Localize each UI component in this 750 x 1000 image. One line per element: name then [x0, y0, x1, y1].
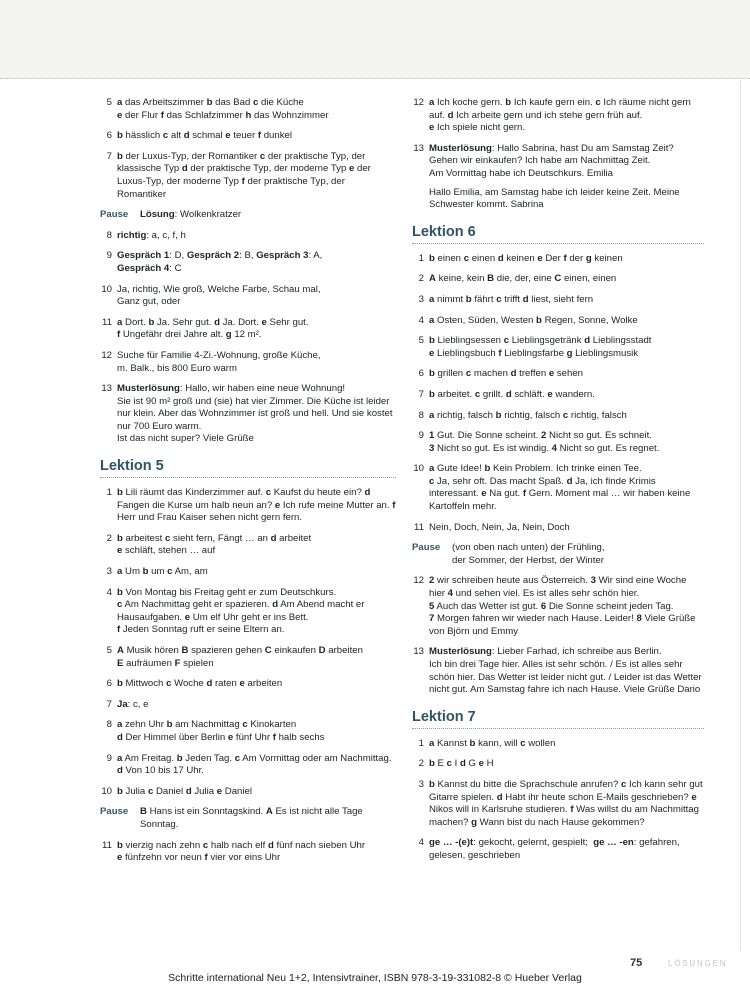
answer-text: Musterlösung: Hallo Sabrina, hast Du am Samstag Zeit? Gehen wir einkaufen? Ich habe am Nachmittag Zeit. Am Vormittag habe ich Deutschkurs. Emilia Hallo Emilia, am Samstag habe ich leider keine Zeit. Meine Schwester kommt. Sabrina	[429, 142, 680, 211]
answer-text: b grillen c machen d treffen e sehen	[429, 368, 584, 380]
answer-item	[412, 758, 704, 771]
item-number: 13	[413, 646, 424, 658]
answer-text: b hässlich c alt d schmal e teuer f dunkel	[117, 130, 292, 142]
item-number: 11	[102, 316, 112, 328]
answer-item	[412, 143, 704, 212]
answer-text: a richtig, falsch b richtig, falsch c richtig, falsch	[429, 409, 627, 421]
answer-text: a Dort. b Ja. Sehr gut. d Ja. Dort. e Sehr gut. f Ungefähr drei Jahre alt. g 12 m².	[117, 316, 309, 341]
answer-item	[412, 779, 704, 829]
answer-item	[100, 151, 396, 201]
item-number: 4	[418, 837, 424, 849]
answer-item	[412, 463, 704, 513]
answer-text: b einen c einen d keinen e Der f der g keinen	[429, 252, 623, 264]
answer-text: b Von Montag bis Freitag geht er zum Deutschkurs. c Am Nachmittag geht er spazieren. d Am Abend macht er Hausaufgaben. e Um elf Uhr geht er ins Bett. f Jeden Sonntag ruft er seine Eltern an.	[117, 586, 365, 636]
answer-text: a Osten, Süden, Westen b Regen, Sonne, Wolke	[429, 314, 638, 326]
answer-item	[100, 97, 396, 122]
item-number: 11	[414, 521, 424, 533]
answer-text: Gespräch 1: D, Gespräch 2: B, Gespräch 3: A, Gespräch 4: C	[117, 250, 323, 274]
item-number: 4	[106, 586, 112, 598]
item-number: 10	[101, 785, 112, 797]
answer-item	[412, 738, 704, 751]
answer-text: b E c I d G e H	[429, 758, 494, 770]
answer-text: a Um b um c Am, am	[117, 566, 208, 578]
answer-item	[412, 430, 704, 455]
item-number: 9	[106, 250, 112, 262]
item-number: 10	[101, 283, 112, 295]
answer-item	[412, 315, 704, 328]
item-number: 13	[101, 383, 112, 395]
answer-text: a Kannst b kann, will c wollen	[429, 737, 556, 749]
section-label: LÖSUNGEN	[668, 959, 728, 968]
answer-item	[412, 575, 704, 638]
answer-text: b arbeitest c sieht fern, Fängt … an d arbeitet e schläft, stehen … auf	[117, 532, 312, 557]
lektion-heading: Lektion 7	[412, 709, 704, 729]
item-number: 13	[413, 142, 424, 154]
item-number: 5	[106, 645, 112, 656]
item-number: 2	[418, 758, 424, 770]
pause-item	[100, 806, 396, 831]
pause-label: Pause	[100, 806, 129, 818]
pause-label: Pause	[412, 542, 441, 554]
answer-text: 2 wir schreiben heute aus Österreich. 3 Wir sind eine Woche hier 4 und sehen viel. Es ist alles sehr schön hier. 5 Auch das Wetter ist gut. 6 Die Sonne scheint jeden Tag. 7 Morgen fahren wir wieder nach Hause. Leider! 8 Viele Grüße von Björn und Emmy	[429, 575, 696, 637]
item-number: 3	[418, 778, 424, 790]
answer-item	[100, 487, 396, 525]
answer-text: a Ich koche gern. b Ich kaufe gern ein. c Ich räume nicht gern auf. d Ich arbeite gern und ich stehe gern früh auf. e Ich spiele nicht gern.	[429, 97, 691, 134]
answer-item	[412, 294, 704, 307]
item-number: 1	[418, 737, 424, 749]
answer-text: Suche für Familie 4-Zi.-Wohnung, große Küche, m. Balk., bis 800 Euro warm	[117, 349, 321, 374]
answer-item	[412, 410, 704, 423]
answer-item	[100, 786, 396, 799]
answer-item	[412, 646, 704, 696]
answer-text: Ja: c, e	[117, 698, 149, 710]
item-number: 3	[106, 566, 112, 578]
item-number: 6	[106, 678, 112, 690]
answer-item	[100, 284, 396, 309]
answer-text: b der Luxus-Typ, der Romantiker c der praktische Typ, der klassische Typ d der praktische Typ, der moderne Typ e der Luxus-Typ, der moderne Typ f der praktische Typ, der Romantiker	[117, 150, 371, 200]
answer-text: ge … -(e)t: gekocht, gelernt, gespielt; ge … -en: gefahren, gelesen, geschrieben	[429, 837, 680, 861]
answer-item	[100, 350, 396, 375]
answer-item	[100, 230, 396, 243]
answer-text: B Hans ist ein Sonntagskind. A Es ist nicht alle Tage Sonntag.	[140, 806, 363, 830]
item-number: 7	[106, 150, 112, 162]
answer-text: a das Arbeitszimmer b das Bad c die Küche e der Flur f das Schlafzimmer h das Wohnzimmer	[117, 97, 329, 121]
item-number: 9	[106, 752, 112, 764]
answer-item	[100, 645, 396, 670]
item-number: 7	[418, 388, 424, 400]
answer-item	[100, 840, 396, 865]
answer-text: a nimmt b fährt c trifft d liest, sieht fern	[429, 293, 594, 305]
answer-text: b arbeitet. c grillt. d schläft. e wandern.	[429, 388, 595, 400]
answer-item	[100, 566, 396, 579]
item-number: 8	[106, 719, 112, 731]
item-number: 2	[418, 273, 424, 285]
page-header-band	[0, 0, 750, 79]
pause-item	[412, 542, 704, 567]
answer-item	[100, 250, 396, 275]
answer-item	[412, 273, 704, 286]
answer-item	[412, 368, 704, 381]
item-number: 3	[418, 293, 424, 305]
lektion-heading: Lektion 6	[412, 224, 704, 244]
solutions-column-right	[412, 97, 704, 871]
item-number: 1	[418, 252, 424, 264]
answer-text: b Kannst du bitte die Sprachschule anrufen? c Ich kann sehr gut Gitarre spielen. d Habt ihr heute schon E-Mails geschrieben? e Nikos will in Karlsruhe studieren. f Was willst du am Nachmittag machen? g Wann bist du nach Hause gekommen?	[429, 778, 703, 828]
answer-text: b Julia c Daniel d Julia e Daniel	[117, 785, 252, 797]
item-number: 2	[106, 532, 112, 544]
item-number: 4	[418, 314, 424, 326]
answer-item	[412, 335, 704, 360]
answer-item	[412, 253, 704, 266]
answer-text: richtig: a, c, f, h	[117, 229, 186, 241]
answer-text: Ja, richtig, Wie groß, Welche Farbe, Schau mal, Ganz gut, oder	[117, 283, 321, 308]
item-number: 6	[106, 130, 112, 142]
answer-text: (von oben nach unten) der Frühling, der Sommer, der Herbst, der Winter	[452, 542, 605, 566]
lektion-heading: Lektion 5	[100, 458, 396, 478]
answer-text: Lösung: Wolkenkratzer	[140, 209, 242, 221]
answer-item	[100, 587, 396, 637]
answer-item	[100, 699, 396, 712]
item-number: 8	[106, 229, 112, 241]
answer-item	[100, 753, 396, 778]
answer-text: b Lieblingsessen c Lieblingsgetränk d Lieblingsstadt e Lieblingsbuch f Lieblingsfarbe g Lieblingsmusik	[429, 335, 652, 359]
page-footer: Schritte international Neu 1+2, Intensivtrainer, ISBN 978-3-19-331082-8 © Hueber Verlag	[168, 972, 582, 984]
answer-text: a Gute Idee! b Kein Problem. Ich trinke einen Tee. c Ja, sehr oft. Das macht Spaß. d Ja, ich finde Krimis interessant. e Na gut. f Gern. Moment mal … wir haben keine Kartoffeln mehr.	[429, 463, 691, 513]
page-number: 75	[630, 957, 643, 969]
answer-item	[412, 389, 704, 402]
item-number: 6	[418, 368, 424, 380]
answer-item	[412, 837, 704, 862]
answer-text: a Am Freitag. b Jeden Tag. c Am Vormittag oder am Nachmittag. d Von 10 bis 17 Uhr.	[117, 752, 392, 777]
item-number: 11	[102, 839, 112, 851]
item-number: 12	[413, 575, 424, 587]
answer-text: b Mittwoch c Woche d raten e arbeiten	[117, 678, 283, 690]
answer-text: b vierzig nach zehn c halb nach elf d fünf nach sieben Uhr e fünfzehn vor neun f vier vor eins Uhr	[117, 839, 366, 864]
answer-item	[412, 97, 704, 135]
answer-text: b Lili räumt das Kinderzimmer auf. c Kaufst du heute ein? d Fangen die Kurse um halb neun an? e Ich rufe meine Mutter an. f Herr und Frau Kaiser sehen nicht gern fern.	[117, 487, 396, 524]
item-number: 9	[418, 430, 424, 442]
answer-item	[100, 719, 396, 744]
pause-item	[100, 209, 396, 222]
answer-item	[100, 317, 396, 342]
item-number: 7	[106, 698, 112, 710]
answer-text: a zehn Uhr b am Nachmittag c Kinokarten d Der Himmel über Berlin e fünf Uhr f halb sechs	[117, 719, 325, 743]
item-number: 1	[106, 487, 112, 499]
item-number: 8	[418, 409, 424, 421]
solutions-column-left	[100, 97, 396, 873]
answer-text: A keine, kein B die, der, eine C einen, einen	[429, 273, 617, 285]
pause-label: Pause	[100, 209, 129, 221]
item-number: 10	[413, 463, 424, 475]
item-number: 5	[418, 335, 424, 347]
answer-item	[412, 522, 704, 535]
answer-text: 1 Gut. Die Sonne scheint. 2 Nicht so gut. Es schneit. 3 Nicht so gut. Es ist windig. 4 Nicht so gut. Es regnet.	[429, 430, 660, 454]
answer-text: A Musik hören B spazieren gehen C einkaufen D arbeiten E aufräumen F spielen	[117, 645, 363, 669]
item-number: 5	[106, 97, 112, 108]
answer-text: Nein, Doch, Nein, Ja, Nein, Doch	[429, 521, 570, 533]
answer-item	[100, 533, 396, 558]
answer-item	[100, 678, 396, 691]
item-number: 12	[413, 97, 424, 108]
item-number: 12	[101, 349, 112, 361]
margin-rule	[740, 80, 741, 950]
answer-item	[100, 383, 396, 446]
answer-text: Musterlösung: Hallo, wir haben eine neue Wohnung! Sie ist 90 m² groß und (sie) hat vier Zimmer. Die Küche ist leider nur klein. Aber das Wohnzimmer ist groß und hell. Und sie kostet nur 700 Euro warm. Ist das nicht super? Viele Grüße	[117, 383, 393, 445]
answer-text: Musterlösung: Lieber Farhad, ich schreibe aus Berlin. Ich bin drei Tage hier. Alles ist sehr schön. / Es ist alles sehr schön hier. Das Wetter ist leider nicht gut. / Leider ist das Wetter nicht gut. Am Samstag fahre ich nach Hause. Viele Grüße Dario	[429, 646, 702, 696]
answer-item	[100, 130, 396, 143]
